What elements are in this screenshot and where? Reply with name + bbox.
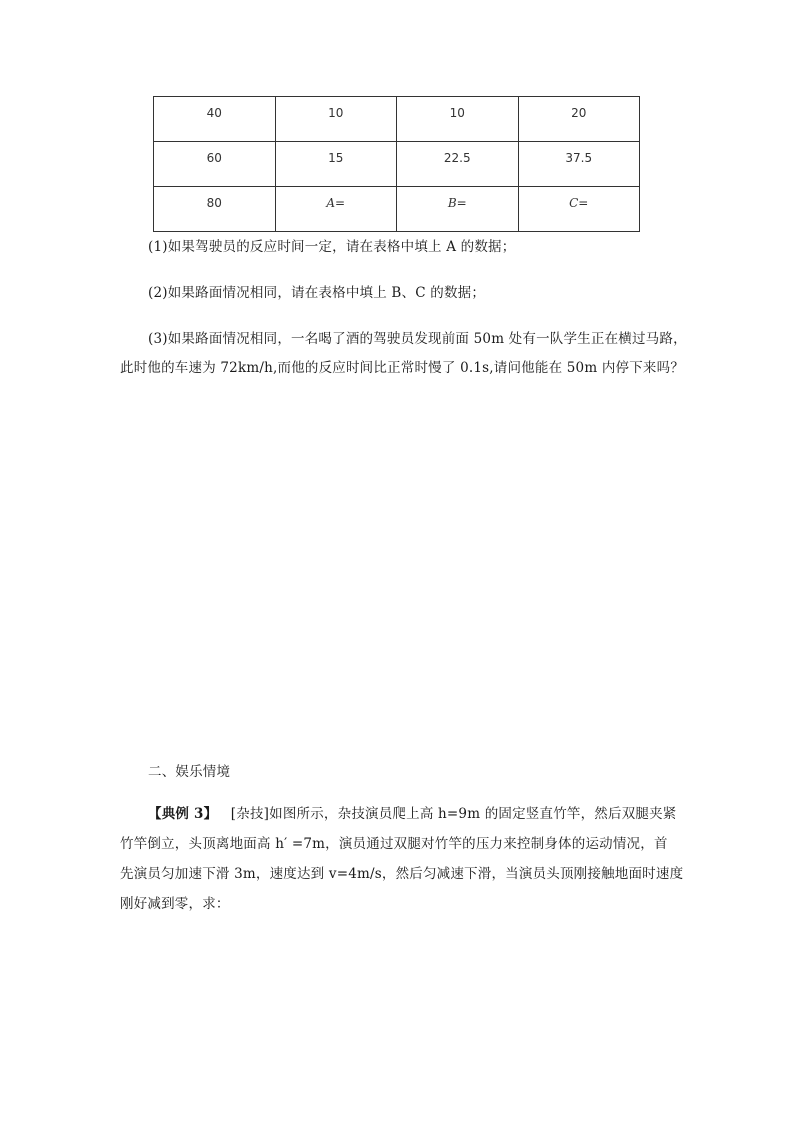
example-line-1: [148, 803, 683, 825]
section-heading: 二、娱乐情境: [148, 764, 231, 780]
data-table: [153, 96, 640, 232]
table-cell: 20: [518, 97, 640, 142]
table-cell: 37.5: [518, 142, 640, 187]
table-cell: 60: [154, 142, 276, 187]
table-cell-a: A=: [275, 187, 397, 232]
example-text-1: [杂技]如图所示，杂技演员爬上高 h=9m 的固定竖直竹竿，然后双腿夹紧: [230, 806, 677, 822]
table-row: [154, 187, 640, 232]
question-3-line-2: 此时他的车速为 72km/h,而他的反应时间比正常时慢了 0.1s,请问他能在 50m 内停下来吗？: [120, 360, 685, 376]
table-cell: 22.5: [397, 142, 519, 187]
table-row: [154, 142, 640, 187]
example-label: 【典例 3】: [148, 806, 218, 822]
table-cell-c: C=: [518, 187, 640, 232]
example-line-2: 竹竿倒立，头顶离地面高 h′ =7m，演员通过双腿对竹竿的压力来控制身体的运动情况，首: [120, 836, 668, 852]
example-line-4: 刚好减到零，求：: [120, 896, 230, 912]
table-cell: 10: [275, 97, 397, 142]
question-2: (2)如果路面情况相同，请在表格中填上 B、C 的数据；: [148, 285, 486, 301]
table-cell: 15: [275, 142, 397, 187]
table-row: [154, 97, 640, 142]
example-line-3: 先演员匀加速下滑 3m，速度达到 v=4m/s，然后匀减速下滑，当演员头顶刚接触地面时速度: [120, 866, 684, 882]
question-1: (1)如果驾驶员的反应时间一定，请在表格中填上 A 的数据；: [148, 239, 516, 255]
table-cell: 80: [154, 187, 276, 232]
table-cell: 10: [397, 97, 519, 142]
question-3-line-1: (3)如果路面情况相同，一名喝了酒的驾驶员发现前面 50m 处有一队学生正在横过马路，: [148, 331, 687, 347]
table-cell: 40: [154, 97, 276, 142]
table-cell-b: B=: [397, 187, 519, 232]
